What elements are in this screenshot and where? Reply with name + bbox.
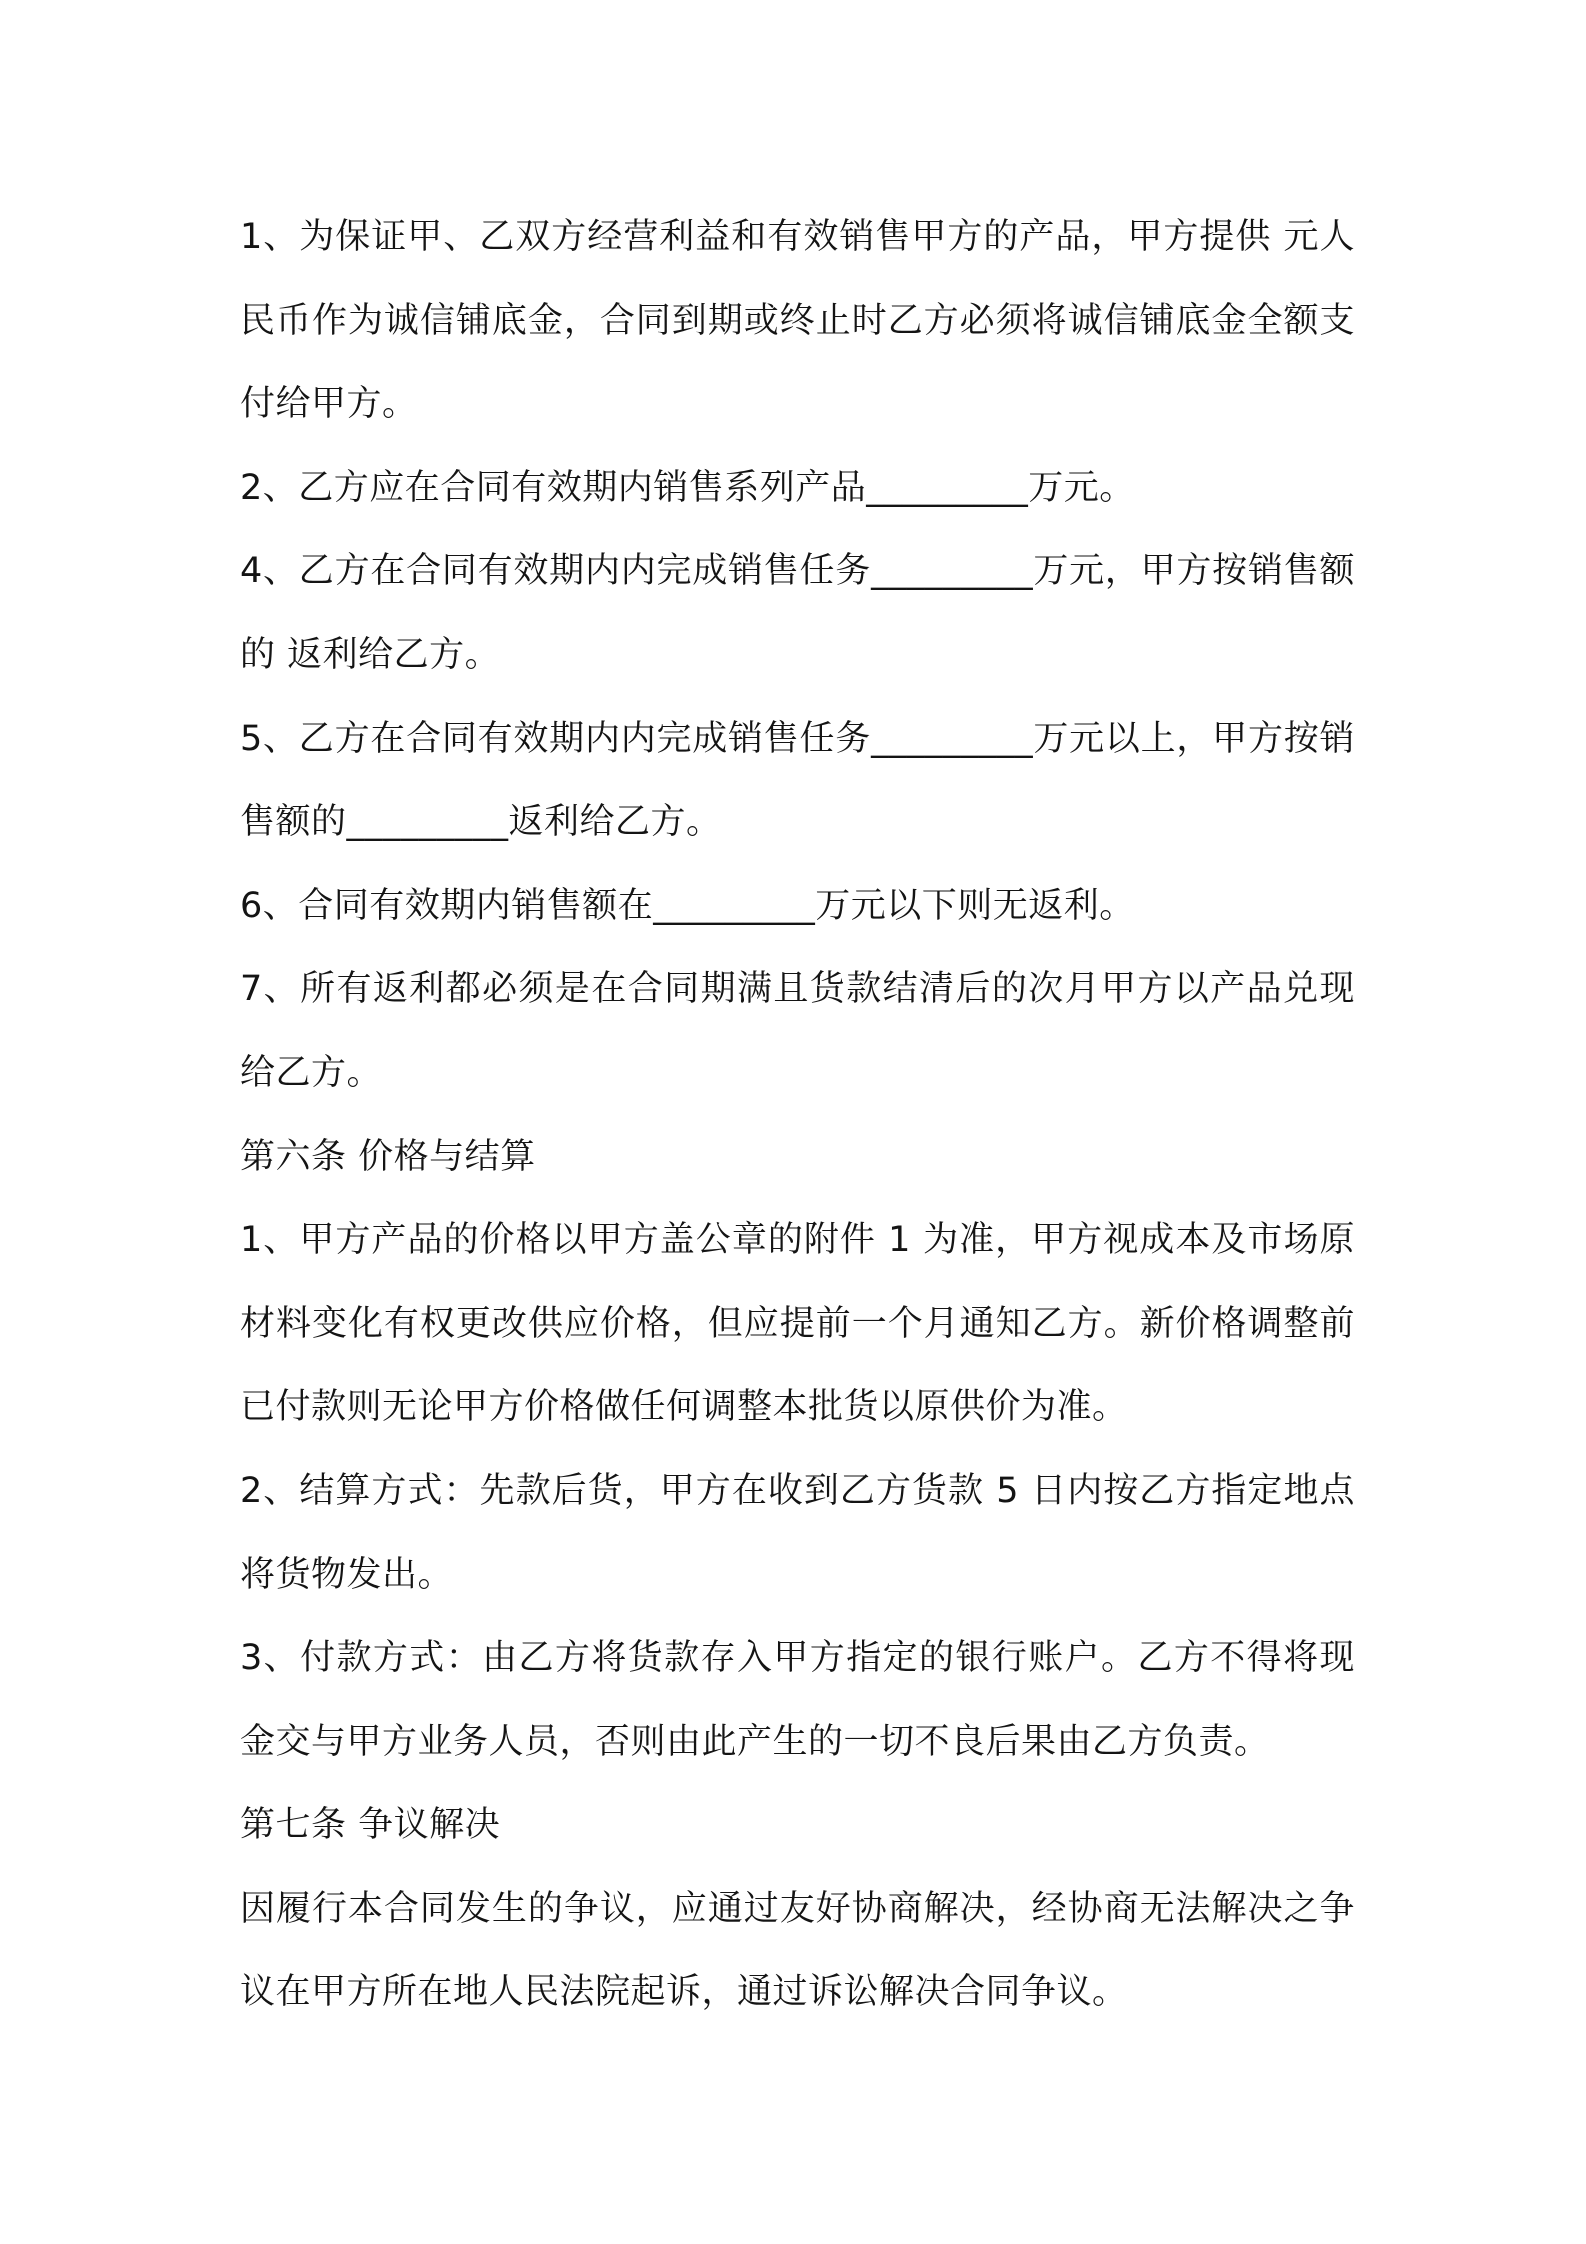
clause-no-rebate: 6、合同有效期内销售额在_________万元以下则无返利。 [240,885,1135,926]
clause-rebate-tier-2: 5、乙方在合同有效期内内完成销售任务_________万元以上，甲方按销售额的_________返利给乙方。 [240,718,1355,843]
clause-dispute-resolution: 因履行本合同发生的争议，应通过友好协商解决，经协商无法解决之争议在甲方所在地人民法院起诉，通过诉讼解决合同争议。 [240,1888,1355,2013]
document-body [240,196,1355,2035]
clause-pricing: 1、甲方产品的价格以甲方盖公章的附件 1 为准，甲方视成本及市场原材料变化有权更改供应价格，但应提前一个月通知乙方。新价格调整前已付款则无论甲方价格做任何调整本批货以原供价为准。 [240,1220,1355,1428]
section-heading-price-settlement: 第六条 价格与结算 [240,1136,536,1177]
clause-deposit: 1、为保证甲、乙双方经营利益和有效销售甲方的产品，甲方提供 元人民币作为诚信铺底金，合同到期或终止时乙方必须将诚信铺底金全额支付给甲方。 [240,217,1355,425]
clause-payment-method: 3、付款方式：由乙方将货款存入甲方指定的银行账户。乙方不得将现金交与甲方业务人员，否则由此产生的一切不良后果由乙方负责。 [240,1638,1355,1762]
clause-rebate-tier-1: 4、乙方在合同有效期内内完成销售任务_________万元，甲方按销售额的 返利给乙方。 [240,551,1355,675]
clause-sales-target: 2、乙方应在合同有效期内销售系列产品_________万元。 [240,467,1135,508]
clause-settlement-method: 2、结算方式：先款后货，甲方在收到乙方货款 5 日内按乙方指定地点将货物发出。 [240,1470,1355,1595]
section-heading-dispute-resolution: 第七条 争议解决 [240,1805,501,1846]
clause-rebate-redemption: 7、所有返利都必须是在合同期满且货款结清后的次月甲方以产品兑现给乙方。 [240,969,1355,1093]
